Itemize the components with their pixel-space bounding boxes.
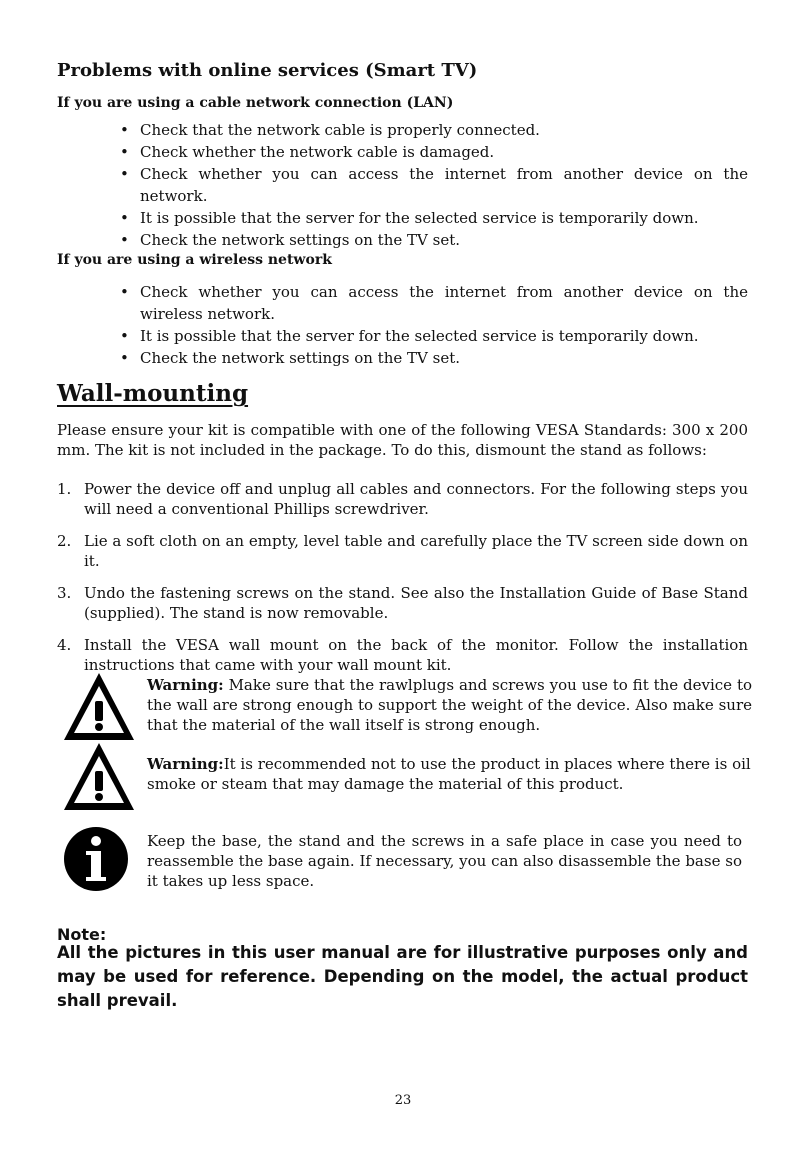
step-number: 3. xyxy=(57,584,72,602)
warning-text: Make sure that the rawlplugs and screws you use to fit the device to the wall are strong enough to support the weight of the device. Also make sure that the material of the wall itself is strong enough. xyxy=(147,676,752,734)
step-text: Undo the fastening screws on the stand. See also the Installation Guide of Base Stand (supplied). The stand is now removable. xyxy=(84,584,748,622)
list-item: • Check the network settings on the TV set. xyxy=(118,229,748,251)
step-number: 2. xyxy=(57,532,72,550)
step-number: 1. xyxy=(57,480,72,498)
section-title: Problems with online services (Smart TV) xyxy=(57,60,478,81)
warning-label: Warning: xyxy=(147,676,224,694)
lan-heading: If you are using a cable network connection (LAN) xyxy=(57,95,454,111)
warning-block-1 xyxy=(147,675,752,735)
step-item xyxy=(57,479,748,519)
list-item: • Check whether the network cable is damaged. xyxy=(118,141,748,163)
wall-mounting-intro: Please ensure your kit is compatible with one of the following VESA Standards: 300 x 200 mm. The kit is not included in the package. To do this, dismount the stand as follows: xyxy=(57,421,748,459)
step-item xyxy=(57,635,748,675)
warning-triangle-icon xyxy=(62,670,136,744)
wireless-heading: If you are using a wireless network xyxy=(57,252,332,268)
note-title: Note: xyxy=(57,925,107,944)
step-item xyxy=(57,531,748,571)
list-item: • Check the network settings on the TV set. xyxy=(118,347,748,369)
warning-text: It is recommended not to use the product in places where there is oil smoke or steam that may damage the material of this product. xyxy=(147,755,751,793)
list-item: • It is possible that the server for the selected service is temporarily down. xyxy=(118,325,748,347)
warning-label: Warning: xyxy=(147,755,224,773)
lan-checklist xyxy=(118,119,748,251)
step-text: Lie a soft cloth on an empty, level table and carefully place the TV screen side down on it. xyxy=(84,532,748,570)
page-number: 23 xyxy=(394,1093,412,1108)
warning-block-2 xyxy=(147,754,752,794)
list-item: • It is possible that the server for the selected service is temporarily down. xyxy=(118,207,748,229)
info-icon xyxy=(63,826,129,892)
step-text: Install the VESA wall mount on the back of the monitor. Follow the installation instructions that came with your wall mount kit. xyxy=(84,636,748,674)
note-text: All the pictures in this user manual are for illustrative purposes only and may be used for reference. Depending on the model, the actual product shall prevail. xyxy=(57,943,748,1010)
wall-mounting-title: Wall-mounting xyxy=(57,380,249,407)
step-text: Power the device off and unplug all cables and connectors. For the following steps you will need a conventional Phillips screwdriver. xyxy=(84,480,748,518)
wireless-checklist xyxy=(118,281,748,369)
list-item: • Check whether you can access the internet from another device on the wireless network. xyxy=(118,281,748,325)
list-item: • Check that the network cable is properly connected. xyxy=(118,119,748,141)
list-item: • Check whether you can access the internet from another device on the network. xyxy=(118,163,748,207)
step-item xyxy=(57,583,748,623)
warning-triangle-icon xyxy=(62,740,136,814)
step-number: 4. xyxy=(57,636,72,654)
mounting-steps xyxy=(57,479,748,687)
info-block: Keep the base, the stand and the screws in a safe place in case you need to reassemble the base again. If necessary, you can also disassemble the base so it takes up less space. xyxy=(147,832,742,890)
